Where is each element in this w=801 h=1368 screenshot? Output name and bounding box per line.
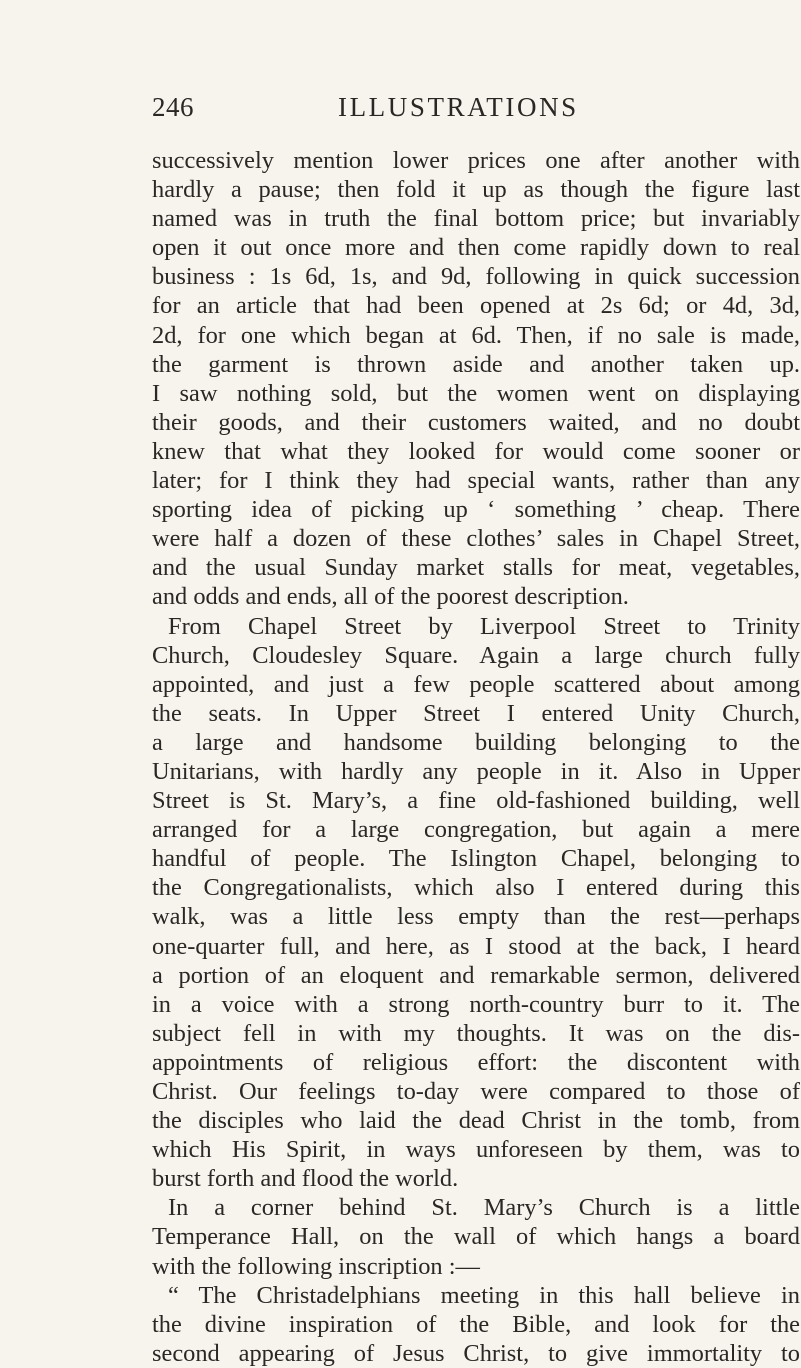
text-line: the Congregationalists, which also I entered during this — [152, 874, 800, 902]
text-line: which His Spirit, in ways unforeseen by them, was to — [152, 1136, 800, 1164]
text-line: arranged for a large congregation, but again a mere — [152, 816, 800, 844]
text-line: Temperance Hall, on the wall of which hangs a board — [152, 1223, 800, 1251]
text-line: were half a dozen of these clothes’ sales in Chapel Street, — [152, 525, 800, 553]
body-text — [152, 146, 800, 1368]
text-line: From Chapel Street by Liverpool Street to Trinity — [168, 612, 800, 640]
text-line: appointed, and just a few people scattered about among — [152, 670, 800, 698]
text-line: hardly a pause; then fold it up as though the figure last — [152, 176, 800, 204]
text-line: successively mention lower prices one after another with — [152, 147, 800, 174]
text-line: the garment is thrown aside and another taken up. — [152, 350, 800, 378]
text-line: “ The Christadelphians meeting in this hall believe in — [168, 1281, 800, 1309]
text-line: later; for I think they had special wants, rather than any — [152, 467, 800, 495]
text-line: open it out once more and then come rapidly down to real — [152, 234, 800, 262]
text-line: with the following inscription :— — [152, 1252, 480, 1280]
text-line: Church, Cloudesley Square. Again a large church fully — [152, 641, 800, 669]
text-line: knew that what they looked for would come sooner or — [152, 437, 800, 465]
text-line: appointments of religious effort: the discontent with — [152, 1048, 800, 1076]
text-line: the disciples who laid the dead Christ in the tomb, from — [152, 1107, 800, 1135]
text-line: Unitarians, with hardly any people in it. Also in Upper — [152, 757, 800, 785]
text-line: and the usual Sunday market stalls for meat, vegetables, — [152, 554, 800, 582]
running-title: ILLUSTRATIONS — [338, 92, 579, 122]
text-line: the seats. In Upper Street I entered Unity Church, — [152, 699, 800, 727]
text-line: business : 1s 6d, 1s, and 9d, following in quick succession — [152, 263, 800, 291]
text-line: in a voice with a strong north-country burr to it. The — [152, 990, 800, 1018]
text-line: and odds and ends, all of the poorest description. — [152, 583, 629, 611]
text-line: walk, was a little less empty than the rest—perhaps — [152, 903, 800, 931]
text-line: named was in truth the final bottom price; but invariably — [152, 205, 800, 233]
text-line: handful of people. The Islington Chapel, belonging to — [152, 845, 800, 873]
text-line: In a corner behind St. Mary’s Church is a little — [168, 1194, 800, 1222]
text-line: 2d, for one which began at 6d. Then, if no sale is made, — [152, 321, 800, 349]
text-line: I saw nothing sold, but the women went on displaying — [152, 379, 800, 407]
text-line: subject fell in with my thoughts. It was on the dis- — [152, 1019, 800, 1047]
text-line: a large and handsome building belonging to the — [152, 728, 800, 756]
page-number: 246 — [152, 92, 194, 122]
text-line: one-quarter full, and here, as I stood at the back, I heard — [152, 932, 800, 960]
text-line: burst forth and flood the world. — [152, 1165, 459, 1193]
text-line: Street is St. Mary’s, a fine old-fashioned building, well — [152, 787, 800, 815]
running-head — [152, 92, 800, 126]
text-line: their goods, and their customers waited, and no doubt — [152, 408, 800, 436]
text-line: the divine inspiration of the Bible, and look for the — [152, 1310, 800, 1338]
text-line: second appearing of Jesus Christ, to give immortality to — [152, 1339, 800, 1367]
text-line: for an article that had been opened at 2s 6d; or 4d, 3d, — [152, 292, 800, 320]
text-line: sporting idea of picking up ‘ something ’ cheap. There — [152, 496, 800, 524]
text-line: a portion of an eloquent and remarkable sermon, delivered — [152, 961, 800, 989]
text-line: Christ. Our feelings to-day were compared to those of — [152, 1078, 800, 1105]
